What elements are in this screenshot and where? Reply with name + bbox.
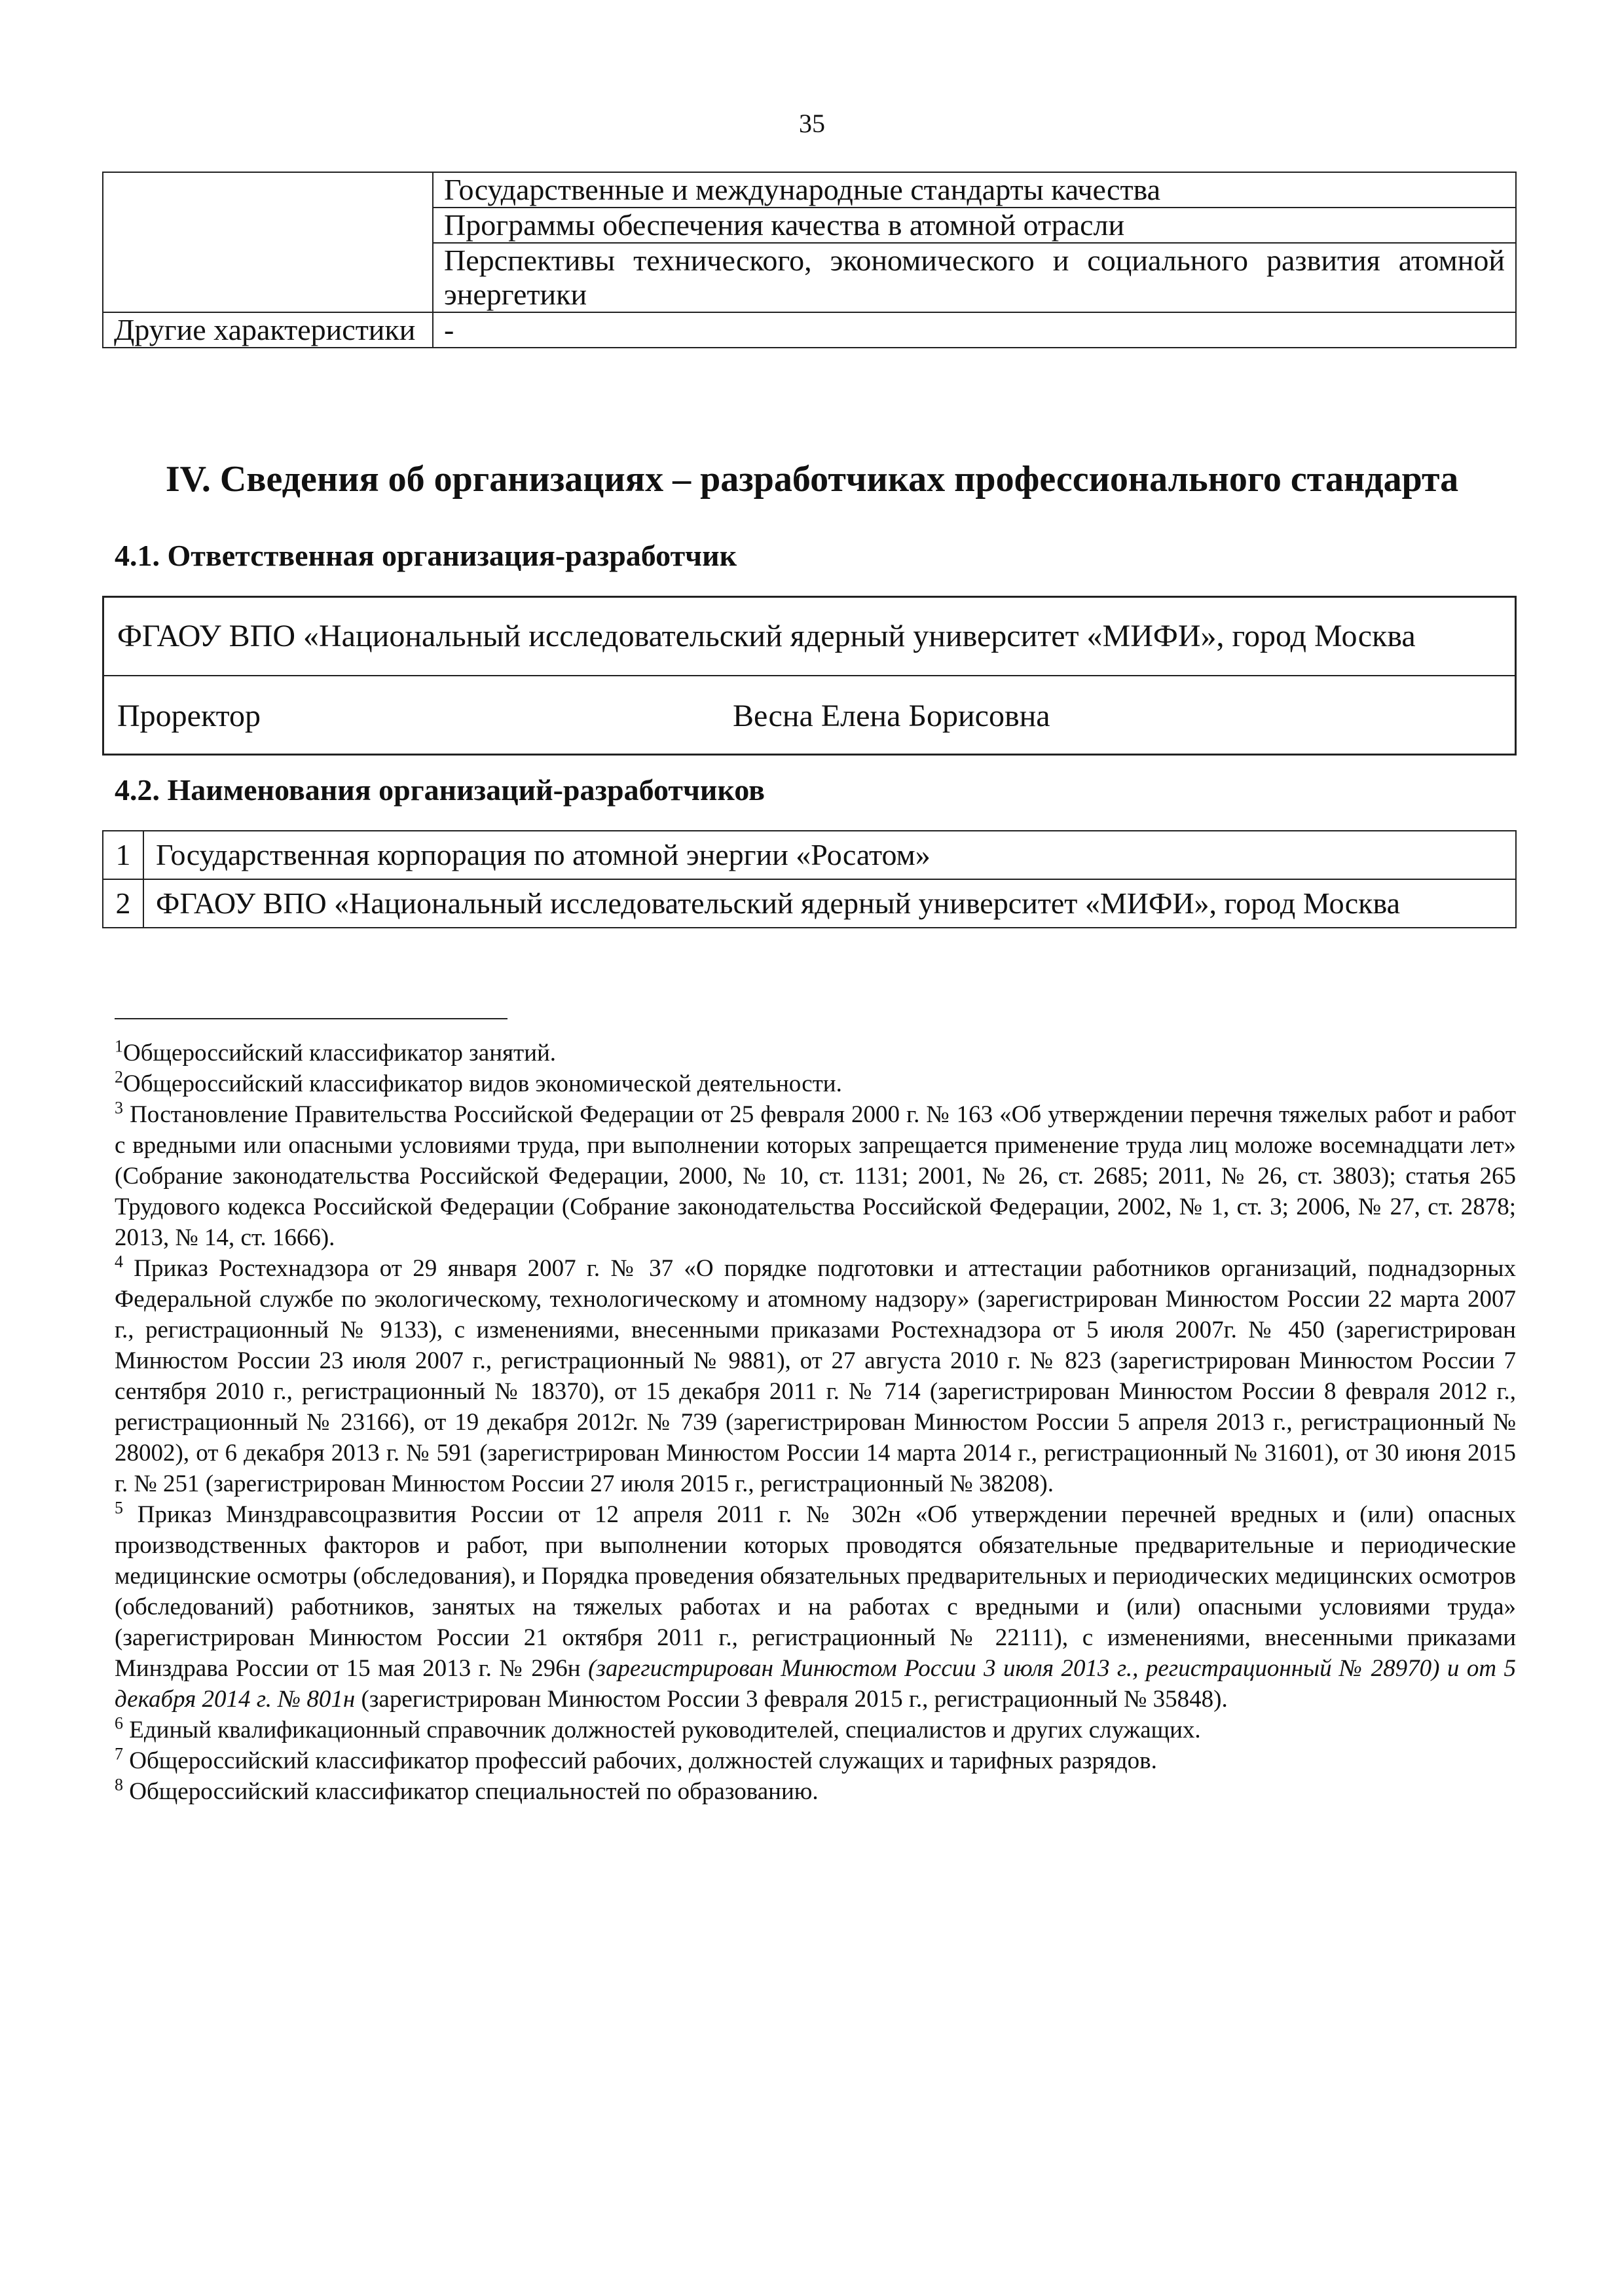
footnote-mark: 6 (115, 1713, 123, 1733)
table-row (103, 831, 1516, 879)
table-row (103, 172, 1516, 208)
footnote-text-italic: (зарегистрирован Минюстом России 3 июля 2013 г., регистрационный № 28970) и от 5 декабря 2014 г. № 801н (115, 1655, 1517, 1713)
characteristics-table (102, 172, 1517, 348)
table-row (103, 879, 1516, 928)
person-name: Весна Елена Борисовна (733, 699, 1050, 733)
responsible-organization-table (102, 596, 1517, 756)
table-row (103, 676, 1516, 755)
table-cell-empty (103, 172, 433, 312)
table-row (103, 597, 1516, 676)
footnote-text: (зарегистрирован Минюстом России 3 февраля 2015 г., регистрационный № 35848). (355, 1686, 1228, 1713)
footnotes (115, 1038, 1516, 1807)
other-characteristics-value: - (433, 312, 1516, 348)
table-row (103, 312, 1516, 348)
footnote (115, 1776, 1516, 1807)
footnote-mark: 8 (115, 1775, 123, 1795)
footnote (115, 1068, 1516, 1099)
responsible-heading: 4.1. Ответственная организация-разработчик (115, 539, 737, 572)
footnote (115, 1038, 1516, 1068)
footnote (115, 1499, 1516, 1715)
footnote-text: Приказ Ростехнадзора от 29 января 2007 г. № 37 «О порядке подготовки и аттестации работников организаций, поднадзорных Федеральной службе по экологическому, технологическому и атомному надзору» (зарегистрирован Минюстом России 22 марта 2007 г., регистрационный № 9133), с изменениями, внесенными приказами Ростехнадзора от 5 июля 2007г. № 450 (зарегистрирован Минюстом России 23 июля 2007 г., регистрационный № 9881), от 27 августа 2010 г. № 823 (зарегистрирован Минюстом России 7 сентября 2010 г., регистрационный № 18370), от 15 декабря 2011 г. № 714 (зарегистрирован Минюстом России 8 февраля 2012 г., регистрационный № 23166), от 19 декабря 2012г. № 739 (зарегистрирован Минюстом России 5 апреля 2013 г., регистрационный № 28002), от 6 декабря 2013 г. № 591 (зарегистрирован Минюстом России 14 марта 2014 г., регистрационный № 31601), от 30 июня 2015 г. № 251 (зарегистрирован Минюстом России 27 июля 2015 г., регистрационный № 38208). (115, 1255, 1516, 1497)
developer-name: Государственная корпорация по атомной энергии «Росатом» (143, 831, 1516, 879)
responsible-person-cell (103, 676, 1516, 755)
footnote-divider (115, 1018, 507, 1019)
page-number: 35 (799, 109, 825, 138)
footnote-mark: 2 (115, 1067, 123, 1087)
footnote-mark: 5 (115, 1498, 123, 1518)
position-title: Проректор (117, 699, 261, 733)
table-cell: Государственные и международные стандарты качества (433, 172, 1516, 208)
row-number: 2 (103, 879, 143, 928)
developer-name: ФГАОУ ВПО «Национальный исследовательский ядерный университет «МИФИ», город Москва (143, 879, 1516, 928)
footnote-mark: 4 (115, 1252, 123, 1271)
row-number: 1 (103, 831, 143, 879)
footnote-text: Приказ Минздравсоцразвития России от 12 апреля 2011 г. № 302н «Об утверждении перечней вредных и (или) опасных производственных факторов и работ, при выполнении которых проводятся обязательные предварительные и периодические медицинские осмотры (обследования), и Порядка проведения обязательных предварительных и периодических медицинских осмотров (обследований) работников, занятых на тяжелых работах и на работах с вредными и (или) опасными условиями труда» (зарегистрирован Минюстом России 21 октября 2011 г., регистрационный № 22111), с изменениями, внесенными приказами Минздрава России от 15 мая 2013 г. № 296н (115, 1501, 1516, 1682)
footnote-text: Общероссийский классификатор видов экономической деятельности. (123, 1070, 842, 1097)
table-cell: Перспективы технического, экономического и социального развития атомной энергетики (433, 243, 1516, 312)
footnote-mark: 1 (115, 1036, 123, 1056)
footnote-text: Постановление Правительства Российской Федерации от 25 февраля 2000 г. № 163 «Об утверждении перечня тяжелых работ и работ с вредными или опасными условиями труда, при выполнении которых запрещается применение труда лиц моложе восемнадцати лет» (Собрание законодательства Российской Федерации, 2000, № 10, ст. 1131; 2001, № 26, ст. 2685; 2011, № 26, ст. 3803); статья 265 Трудового кодекса Российской Федерации (Собрание законодательства Российской Федерации, 2002, № 1, ст. 3; 2006, № 27, ст. 2878; 2013, № 14, ст. 1666). (115, 1101, 1516, 1251)
footnote-text: Общероссийский классификатор профессий рабочих, должностей служащих и тарифных разрядов. (123, 1747, 1157, 1774)
developers-table (102, 830, 1517, 928)
footnote (115, 1253, 1516, 1499)
section-title: IV. Сведения об организациях – разработчиках профессионального стандарта (165, 459, 1459, 500)
table-cell: Программы обеспечения качества в атомной отрасли (433, 208, 1516, 243)
developers-heading: 4.2. Наименования организаций-разработчиков (115, 773, 765, 807)
footnote-text: Единый квалификационный справочник должностей руководителей, специалистов и других служащих. (123, 1717, 1201, 1743)
other-characteristics-label: Другие характеристики (103, 312, 433, 348)
footnote (115, 1715, 1516, 1745)
footnote-mark: 7 (115, 1744, 123, 1764)
footnote-mark: 3 (115, 1098, 123, 1118)
footnote-text: Общероссийский классификатор специальностей по образованию. (123, 1778, 819, 1805)
organization-name: ФГАОУ ВПО «Национальный исследовательский ядерный университет «МИФИ», город Москва (103, 597, 1516, 676)
footnote (115, 1099, 1516, 1253)
footnote-text: Общероссийский классификатор занятий. (123, 1040, 557, 1066)
footnote (115, 1745, 1516, 1776)
